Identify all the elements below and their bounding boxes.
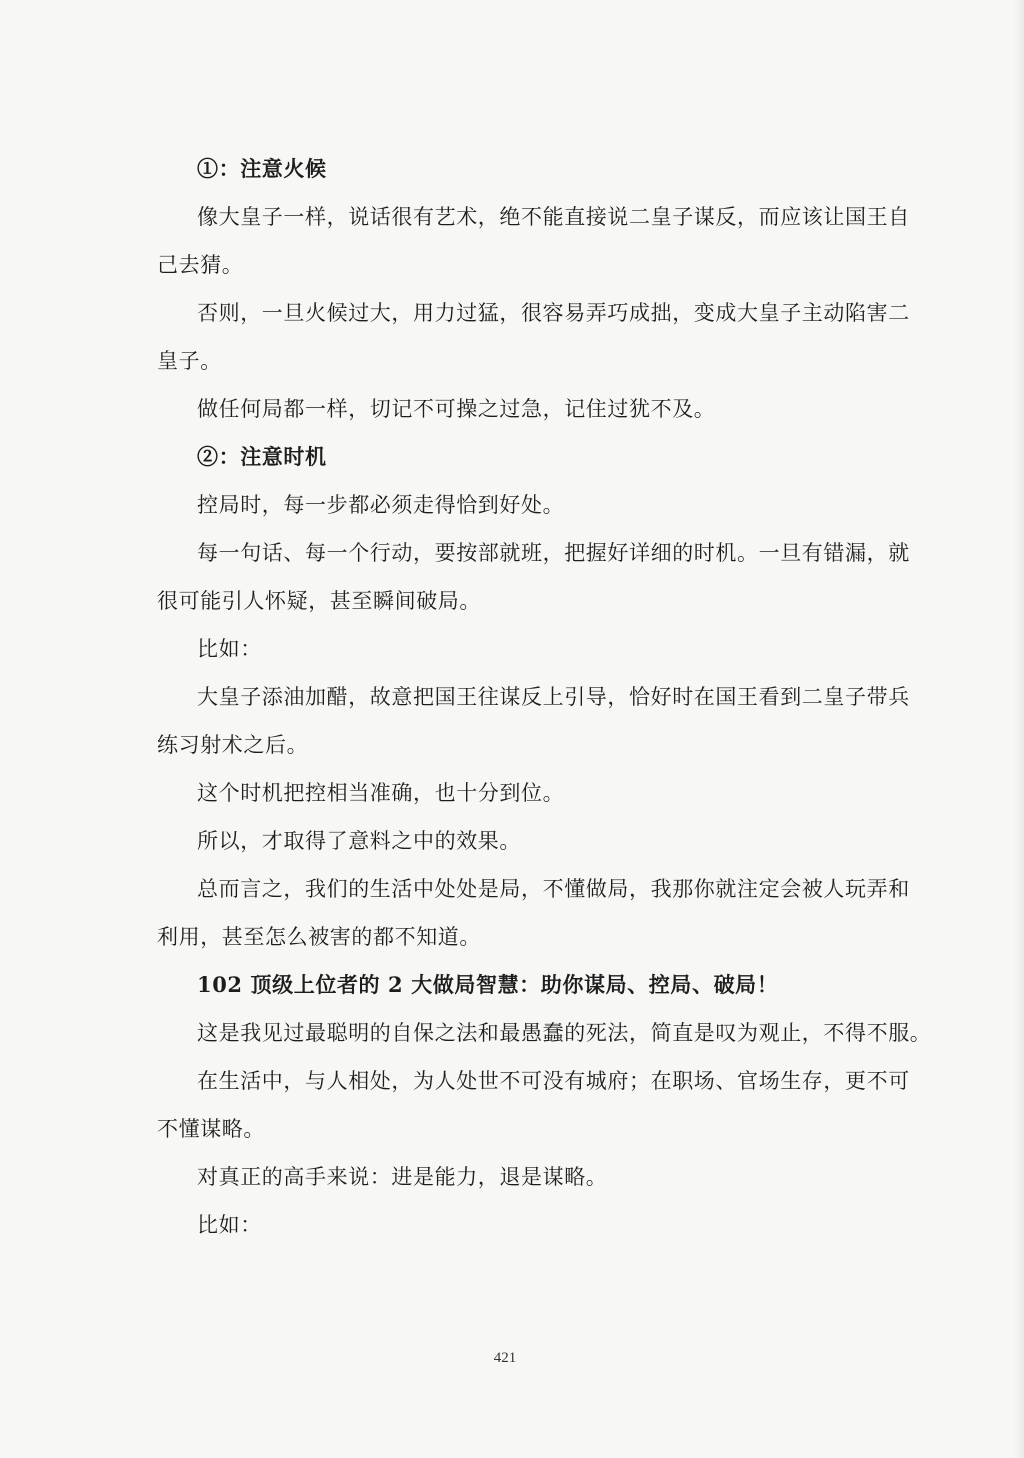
paragraph-line: 对真正的高手来说：进是能力，退是谋略。 (197, 1165, 608, 1189)
page-number: 421 (493, 1350, 517, 1366)
paragraph-line: 总而言之，我们的生活中处处是局，不懂做局，我那你就注定会被人玩弄和 (197, 877, 910, 901)
paragraph-line: 所以，才取得了意料之中的效果。 (197, 829, 521, 853)
paragraph-line: 这个时机把控相当准确，也十分到位。 (197, 781, 565, 805)
heading-control-heat: ①：注意火候 (197, 156, 327, 181)
paragraph-line: 己去猜。 (157, 253, 244, 277)
paragraph-line: 练习射术之后。 (157, 733, 309, 757)
paragraph-line: 在生活中，与人相处，为人处世不可没有城府；在职场、官场生存，更不可 (197, 1069, 910, 1093)
paragraph-line: 做任何局都一样，切记不可操之过急，记住过犹不及。 (197, 397, 716, 421)
paragraph-line: 比如： (197, 1213, 262, 1237)
paragraph-line: 比如： (197, 637, 262, 661)
paragraph-line: 否则，一旦火候过大，用力过猛，很容易弄巧成拙，变成大皇子主动陷害二 (197, 301, 910, 325)
paragraph-line: 这是我见过最聪明的自保之法和最愚蠢的死法，简直是叹为观止，不得不服。 (197, 1021, 932, 1045)
paragraph-line: 皇子。 (157, 349, 222, 373)
paragraph-line: 不懂谋略。 (157, 1117, 265, 1141)
section-title: 102 顶级上位者的 2 大做局智慧：助你谋局、控局、破局！ (197, 972, 779, 997)
paragraph-line: 像大皇子一样，说话很有艺术，绝不能直接说二皇子谋反，而应该让国王自 (197, 205, 910, 229)
paragraph-line: 利用，甚至怎么被害的都不知道。 (157, 925, 481, 949)
paragraph-line: 很可能引人怀疑，甚至瞬间破局。 (157, 589, 481, 613)
paragraph-line: 大皇子添油加醋，故意把国王往谋反上引导，恰好时在国王看到二皇子带兵 (197, 685, 910, 709)
paragraph-line: 控局时，每一步都必须走得恰到好处。 (197, 493, 565, 517)
heading-timing: ②：注意时机 (197, 444, 327, 469)
paragraph-line: 每一句话、每一个行动，要按部就班，把握好详细的时机。一旦有错漏，就 (197, 541, 910, 565)
scan-edge-shadow (1014, 0, 1024, 1458)
